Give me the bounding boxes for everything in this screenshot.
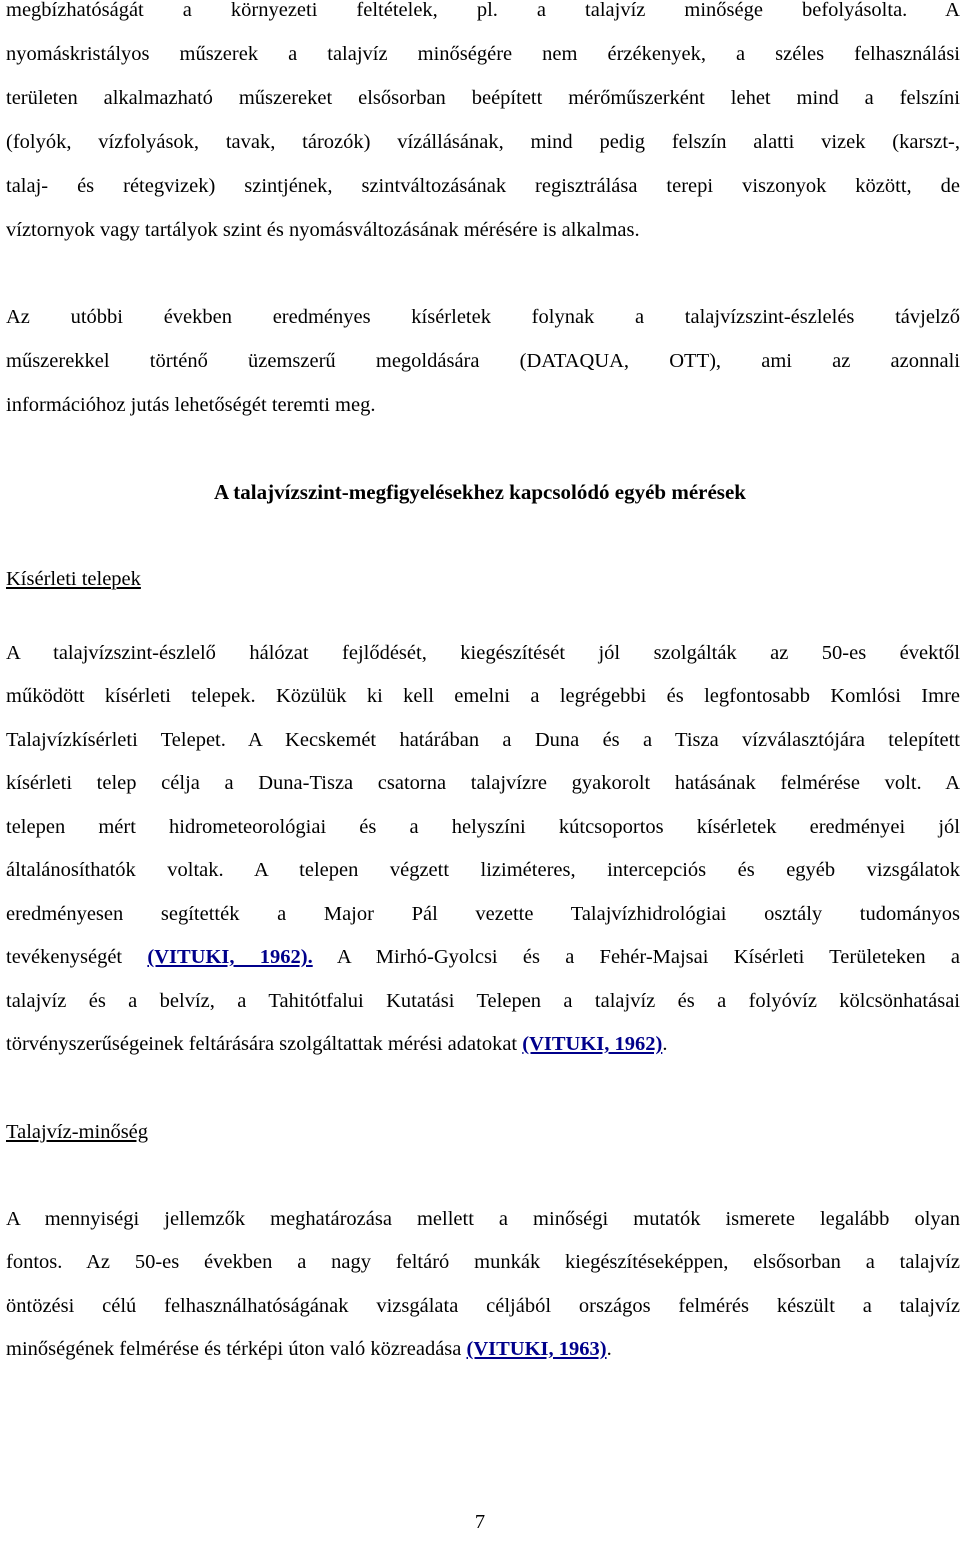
subsection-1-line-8: [6, 945, 960, 969]
line-10-text-after: .: [662, 1033, 668, 1055]
paragraph-2-line-2: műszerekkel történő üzemszerű megoldására (DATAQUA, OTT), ami az azonnali: [6, 350, 960, 372]
paragraph-1-line-6: víztornyok vagy tartályok szint és nyomásváltozásának mérésére is alkalmas.: [6, 219, 640, 241]
paragraph-1-line-4: (folyók, vízfolyások, tavak, tározók) vízállásának, mind pedig felszín alatti vizek (karszt-,: [6, 131, 960, 153]
subsection-2-line-4: [6, 1337, 960, 1361]
subsection-1-line-4: kísérleti telep célja a Duna-Tisza csatorna talajvízre gyakorolt hatásának felmérése volt. A: [6, 772, 960, 794]
subsection-1-line-6: általánosíthatók voltak. A telepen végzett liziméteres, intercepciós és egyéb vizsgálatok: [6, 859, 960, 881]
subsection-1-line-9: talajvíz és a belvíz, a Tahitótfalui Kutatási Telepen a talajvíz és a folyóvíz kölcsönhatásai: [6, 990, 960, 1012]
paragraph-1-line-2: nyomáskristályos műszerek a talajvíz minőségére nem érzékenyek, a széles felhasználási: [6, 43, 960, 65]
line-8-text-before: tevékenységét: [6, 946, 148, 968]
subsection-1-line-1: A talajvízszint-észlelő hálózat fejlődését, kiegészítését jól szolgálták az 50-es évektől: [6, 642, 960, 664]
subsection-1-line-7: eredményesen segítették a Major Pál vezette Talajvízhidrológiai osztály tudományos: [6, 903, 960, 925]
page-number: 7: [474, 1511, 486, 1533]
subsection-1-line-10: [6, 1032, 960, 1056]
subsection-1-line-2: működött kísérleti telepek. Közülük ki kell emelni a legrégebbi és legfontosabb Komlósi Imre: [6, 685, 960, 707]
section-heading: A talajvízszint-megfigyelésekhez kapcsolódó egyéb mérések: [214, 480, 746, 504]
line-8-text-after: A Mirhó-Gyolcsi és a Fehér-Majsai Kísérleti Területeken a: [312, 946, 960, 968]
paragraph-1-line-3: területen alkalmazható műszereket elsősorban beépített mérőműszerként lehet mind a felszíni: [6, 87, 960, 109]
paragraph-1-line-1: megbízhatóságát a környezeti feltételek, pl. a talajvíz minősége befolyásolta. A: [6, 0, 960, 21]
subsection-1-line-3: Talajvízkísérleti Telepet. A Kecskemét határában a Duna és a Tisza vízválasztójára telepített: [6, 729, 960, 751]
subsection-2-line-4-text-after: .: [606, 1338, 612, 1360]
reference-link-vituki-1962-second[interactable]: (VITUKI, 1962): [522, 1033, 663, 1055]
subsection-title-kiserleti-telepek: Kísérleti telepek: [6, 568, 141, 590]
reference-link-vituki-1963[interactable]: (VITUKI, 1963): [466, 1338, 607, 1360]
subsection-2-line-3: öntözési célú felhasználhatóságának vizsgálata céljából országos felmérés készült a talajvíz: [6, 1295, 960, 1317]
subsection-2-line-2: fontos. Az 50-es években a nagy feltáró munkák kiegészítéseképpen, elsősorban a talajvíz: [6, 1251, 960, 1273]
paragraph-2-line-1: Az utóbbi években eredményes kísérletek folynak a talajvízszint-észlelés távjelző: [6, 306, 960, 328]
line-10-text-before: törvényszerűségeinek feltárására szolgáltattak mérési adatokat: [6, 1033, 523, 1055]
subsection-2-line-1: A mennyiségi jellemzők meghatározása mellett a minőségi mutatók ismerete legalább olyan: [6, 1208, 960, 1230]
reference-link-vituki-1962[interactable]: (VITUKI, 1962).: [147, 946, 313, 968]
paragraph-1-line-5: talaj- és rétegvizek) szintjének, szintváltozásának regisztrálása terepi viszonyok között, de: [6, 175, 960, 197]
paragraph-2-line-3: információhoz jutás lehetőségét teremti meg.: [6, 394, 376, 416]
subsection-2-line-4-text-before: minőségének felmérése és térképi úton való közreadása: [6, 1338, 467, 1360]
subsection-1-line-5: telepen mért hidrometeorológiai és a helyszíni kútcsoportos kísérletek eredményei jól: [6, 816, 960, 838]
subsection-title-talajviz-minoseg: Talajvíz-minőség: [6, 1121, 149, 1143]
